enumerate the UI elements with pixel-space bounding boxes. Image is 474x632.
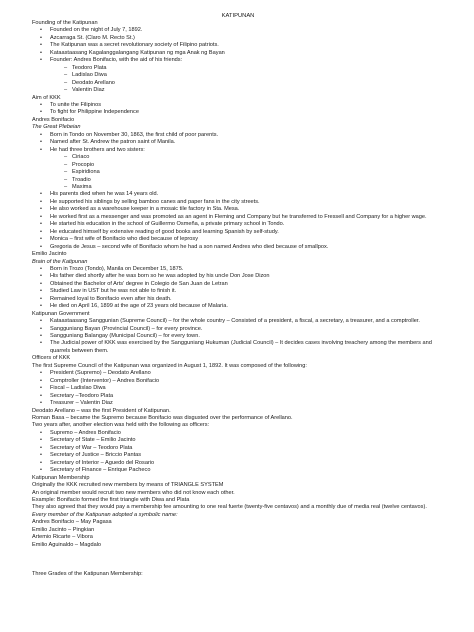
bullet-item: • Sangguniang Bayan (Provincial Council) – for every province.	[32, 326, 444, 333]
dash-subitem: – Troadio	[32, 177, 444, 184]
text-line: Roman Basa – became the Supremo because Bonifacio was disgusted over the performance of Arellano.	[32, 415, 293, 422]
document-body	[32, 20, 444, 579]
bullet-item: • He also worked as a warehouse keeper in a mosaic tile factory in Sta. Mesa.	[32, 206, 444, 213]
bullet-item: • He educated himself by extensive reading of good books and learning Spanish by self-study.	[32, 229, 444, 236]
dash-subitem: – Ciriaco	[32, 154, 444, 161]
dash-subitem: – Procopio	[32, 162, 444, 169]
text-line: Example: Bonifacio formed the first triangle with Diwa and Plata	[32, 497, 190, 503]
text-line: Two years after, another election was held with the following as officers:	[32, 422, 210, 429]
bullet-item: • Secretary of War – Teodoro Plata	[32, 445, 444, 452]
bullet-item: • He started his education in the school of Guillermo Osmeña, a private primary school in Tondo.	[32, 221, 444, 228]
bullet-item: • His parents died when he was 14 years old.	[32, 191, 444, 198]
bullet-item: • Comptroller (Interventor) – Andres Bonifacio	[32, 378, 444, 385]
subtitle-line: Brain of the Katipunan	[32, 258, 88, 265]
text-line: They also agreed that they would pay a membership fee amounting to one real fuerte (twenty-five centavos) and a monthly due of media real (twelve centavos).	[32, 504, 427, 511]
text-line: Three Grades of the Katipunan Membership:	[32, 571, 143, 578]
text-line: Aim of KKK	[32, 94, 61, 101]
bullet-item: • Fiscal – Ladislao Diwa	[32, 385, 444, 392]
bullet-item: • Founder: Andres Bonifacio, with the aid of his friends:	[32, 57, 444, 64]
document-title: KATIPUNAN	[221, 13, 255, 19]
italic-line: Every member of the Katipunan adopted a symbolic name:	[32, 511, 178, 518]
spacer	[32, 549, 444, 571]
bullet-item: • His father died shortly after he was born so he was adopted by his uncle Don Jose Dizon	[32, 273, 444, 280]
text-line: Emilio Jacinto – Pingkian	[32, 526, 95, 533]
bullet-item: • To unite the Filipinos	[32, 102, 444, 109]
bullet-item: • The Judicial power of KKK was exercised by the Sangguniang Hukuman (Judicial Council) – It decides cases involving treachery among the members and quarrels between them.	[32, 340, 444, 355]
dash-subitem: – Maxima	[32, 184, 444, 191]
bullet-item: • Obtained the Bachelor of Arts' degree in Colegio de San Juan de Letran	[32, 281, 444, 288]
text-line: Katipunan Government	[32, 310, 90, 317]
dash-subitem: – Deodato Arellano	[32, 80, 444, 87]
bullet-item: • Kataastaasang Sanggunian (Supreme Council) – for the whole country – Consisted of a president, a fiscal, a secretary, a treasurer, and a comptroller.	[32, 318, 444, 325]
dash-subitem: – Valentin Diaz	[32, 87, 444, 94]
bullet-item: • Secretary of Interior – Aguedo del Rosario	[32, 460, 444, 467]
bullet-item: • Azcarraga St. (Claro M. Recto St.)	[32, 35, 444, 42]
text-line: Andres Bonifacio	[32, 116, 75, 123]
bullet-item: • Founded on the night of July 7, 1892.	[32, 27, 444, 34]
bullet-item: • The Katipunan was a secret revolutionary society of Filipino patriots.	[32, 42, 444, 49]
bullet-item: • Kataastaasang Kagalanggalangang Katipunan ng mga Anak ng Bayan	[32, 50, 444, 57]
bullet-item: • Secretary –Teodoro Plata	[32, 393, 444, 400]
text-line: An original member would recruit two new members who did not know each other.	[32, 489, 235, 496]
bullet-item: • Sangguniang Balangay (Municipal Council) – for every town.	[32, 333, 444, 340]
text-line: Andres Bonifacio – May Pagasa	[32, 519, 112, 526]
text-line: Originally the KKK recruited new members by means of TRIANGLE SYSTEM	[32, 482, 224, 489]
dash-subitem: – Espiridiona	[32, 169, 444, 176]
text-line: Officers of KKK	[32, 355, 71, 362]
bullet-item: • He worked first as a messenger and was promoted as an agent in Fleming and Company but he transferred to Fressell and Company for a higher wage.	[32, 214, 444, 221]
subtitle-line: The Great Plebeian	[32, 124, 81, 131]
bullet-item: • Studied Law in UST but he was not able to finish it.	[32, 288, 444, 295]
bullet-item: • Gregoria de Jesus – second wife of Bonifacio whom he had a son named Andres who died because of smallpox.	[32, 244, 444, 251]
dash-subitem: – Teodoro Plata	[32, 65, 444, 72]
text-line: Artemio Ricarte – Vibora	[32, 534, 93, 541]
bullet-item: • Born in Tondo on November 30, 1863, the first child of poor parents.	[32, 132, 444, 139]
bullet-item: • Born in Trozo (Tondo), Manila on December 15, 1875.	[32, 266, 444, 273]
text-line: Emilio Jacinto	[32, 251, 67, 258]
text-line: Deodato Arellano – was the first President of Katipunan.	[32, 407, 171, 414]
bullet-item: • To fight for Philippine Independence	[32, 109, 444, 116]
text-line: Founding of the Katipunan	[32, 20, 98, 26]
bullet-item: • President (Supremo) – Deodato Arellano	[32, 370, 444, 377]
text-line: The first Supreme Council of the Katipunan was organized in August 1, 1892. It was composed of the following:	[32, 362, 307, 369]
bullet-item: • Secretary of Justice – Briccio Pantas	[32, 452, 444, 459]
bullet-item: • Secretary of State – Emilio Jacinto	[32, 437, 444, 444]
bullet-item: • He had three brothers and two sisters:	[32, 147, 444, 154]
text-line: Emilio Aguinaldo – Magdalo	[32, 541, 102, 548]
bullet-item: • Monica – first wife of Bonifacio who died because of leprosy	[32, 236, 444, 243]
bullet-item: • Remained loyal to Bonifacio even after his death.	[32, 296, 444, 303]
bullet-item: • Named after St. Andrew the patron saint of Manila.	[32, 139, 444, 146]
bullet-item: • Treasurer – Valentin Diaz	[32, 400, 444, 407]
bullet-item: • Supremo – Andres Bonifacio	[32, 430, 444, 437]
bullet-item: • He died on April 16, 1899 at the age of 23 years old because of Malaria.	[32, 303, 444, 310]
bullet-item: • Secretary of Finance – Enrique Pacheco	[32, 467, 444, 474]
text-line: Katipunan Membership	[32, 474, 90, 481]
dash-subitem: – Ladislao Diwa	[32, 72, 444, 79]
bullet-item: • He supported his siblings by selling bamboo canes and paper fans in the city streets.	[32, 199, 444, 206]
